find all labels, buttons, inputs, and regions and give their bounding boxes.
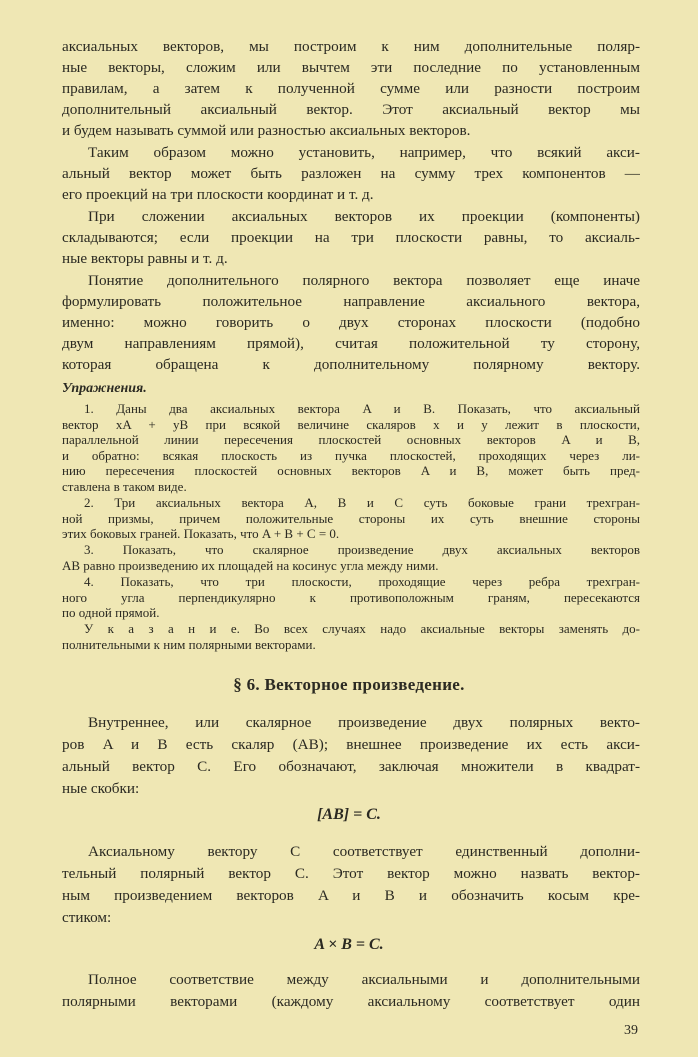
paragraph-1 [62,36,640,141]
paragraph-4 [62,270,640,375]
section-paragraph-2 [62,841,640,929]
section-paragraph-3 [62,969,640,1013]
text-line: ного угла перпендикулярно к противоположным граням, пересекаются [62,589,640,605]
text-line: формулировать положительное направление аксиального вектора, [62,293,640,310]
text-line: складываются; если проекции на три плоскости равны, то аксиаль- [62,229,640,246]
exercise-2 [62,495,640,542]
text-line: именно: можно говорить о двух сторонах плоскости (подобно [62,314,640,331]
text-line: Полное соответствие между аксиальными и дополнительными [88,971,640,988]
text-line: которая обращена к дополнительному полярному вектору. [62,356,640,373]
text-line: нию пересечения плоскостей основных векторов A и B, может быть пред- [62,463,640,478]
text-line: стиком: [62,909,112,926]
text-line: вектор xA + yB при всякой величине скаляров x и y лежит в плоскости, [62,416,640,432]
exercises-heading: Упражнения. [62,381,147,396]
text-line: параллельной линии пересечения плоскостей основных векторов A и B, [62,432,640,447]
text-line: 4. Показать, что три плоскости, проходящие через ребра трехгран- [84,574,640,589]
formula-bracket-product: [AB] = C. [317,806,381,823]
text-line: аксиальных векторов, мы построим к ним дополнительные поляр- [62,38,640,55]
exercise-3 [62,542,640,573]
exercise-1 [62,401,640,494]
text-line: и обратно: всякая плоскость из пучка плоскостей, проходящих через ли- [62,447,640,463]
text-line: Аксиальному вектору C соответствует единственный дополни- [88,843,640,860]
text-line: 1. Даны два аксиальных вектора A и B. Показать, что аксиальный [84,401,640,416]
exercise-note [62,621,640,652]
text-line: этих боковых граней. Показать, что A + B + C = 0. [62,526,340,541]
text-line: ров A и B есть скаляр (AB); внешнее произведение их есть акси- [62,736,640,753]
section-heading: § 6. Векторное произведение. [233,675,465,694]
text-line: альный вектор может быть разложен на сумму трех компонентов — [62,165,640,182]
text-line: полнительными к ним полярными векторами. [62,636,316,652]
text-line: AB равно произведению их площадей на косинус угла между ними. [62,557,439,573]
page-number: 39 [624,1023,638,1038]
text-line: При сложении аксиальных векторов их проекции (компоненты) [88,208,640,225]
text-line: ной призмы, причем положительные стороны их суть внешние стороны [62,510,640,526]
paragraph-3 [62,206,640,269]
text-line: 2. Три аксиальных вектора A, B и C суть боковые грани трехгран- [84,495,640,510]
text-line: полярными векторами (каждому аксиальному соответствует один [62,993,640,1010]
text-line: его проекций на три плоскости координат и т. д. [62,186,374,203]
text-line: Внутреннее, или скалярное произведение двух полярных векто- [88,714,640,731]
text-line: правилам, а затем к полученной сумме или разности построим [62,80,640,97]
text-line: 3. Показать, что скалярное произведение двух аксиальных векторов [84,542,640,557]
text-line: дополнительный аксиальный вектор. Этот аксиальный вектор мы [62,101,640,118]
formula-cross-product: A × B = C. [314,936,384,953]
text-line: двум направлениям прямой), считая положительной ту сторону, [62,335,640,352]
paragraph-2 [62,142,640,205]
text-line: альный вектор C. Его обозначают, заключая множители в квадрат- [62,758,640,775]
text-line: ные векторы равны и т. д. [62,250,228,267]
text-line: ным произведением векторов A и B и обозначить косым кре- [62,887,640,904]
text-line: ставлена в таком виде. [62,478,187,494]
text-line: У к а з а н и е. Во всех случаях надо аксиальные векторы заменять до- [84,621,640,636]
text-line: ные скобки: [62,780,140,797]
text-line: ные векторы, сложим или вычтем эти последние по установленным [62,59,640,76]
text-line: Таким образом можно установить, например, что всякий акси- [88,144,640,161]
exercise-4 [62,574,640,621]
text-line: и будем называть суммой или разностью аксиальных векторов. [62,122,471,139]
text-line: тельный полярный вектор C. Этот вектор можно назвать вектор- [62,865,640,882]
section-paragraph-1 [62,712,640,800]
text-line: по одной прямой. [62,605,160,620]
text-line: Понятие дополнительного полярного вектора позволяет еще иначе [88,272,640,289]
